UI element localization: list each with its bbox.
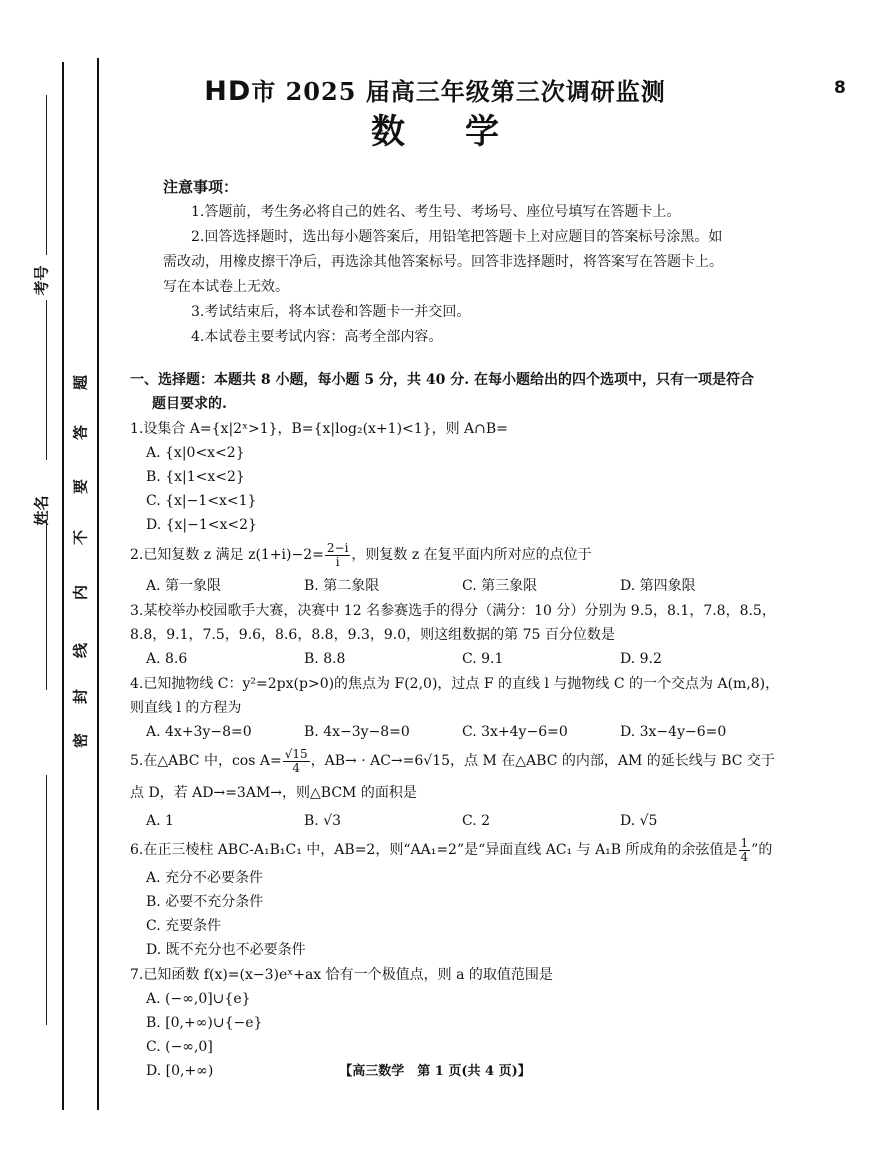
options [130, 809, 780, 833]
option-d: D. √5 [620, 813, 658, 829]
section-heading [130, 368, 780, 416]
question-stem [130, 538, 780, 572]
question-stem [130, 834, 780, 866]
margin-outer-line [62, 62, 64, 1110]
question-5 [130, 745, 780, 809]
question-stem: 1.设集合 A={x|2ˣ>1}，B={x|log₂(x+1)<1}，则 A∩B= [130, 421, 508, 437]
question-2 [130, 538, 780, 572]
options [130, 574, 780, 598]
option-b: B. 4x−3y−8=0 [304, 724, 410, 740]
option-b: B. 第二象限 [304, 578, 380, 594]
seal-char: 内 [71, 585, 90, 601]
option-d: D. {x|−1<x<2} [146, 517, 257, 533]
notes-item: 3.考试结束后，将本试卷和答题卡一并交回。 [191, 304, 471, 320]
fraction-denominator: 4 [740, 849, 749, 864]
options [130, 647, 780, 671]
option-c: C. 2 [462, 813, 491, 829]
seal-char: 密 [71, 733, 90, 749]
option-b: B. 8.8 [304, 651, 346, 667]
fraction-denominator: 4 [292, 760, 300, 775]
stem-part: 6.在正三棱柱 ABC-A₁B₁C₁ 中，AB=2，则“AA₁=2”是“异面直线 AC₁ 与 A₁B 所成角的余弦值是 [130, 842, 738, 858]
question-stem: 3.某校举办校园歌手大赛，决赛中 12 名参赛选手的得分（满分：10 分）分别为 9.5，8.1，7.8，8.5，8.8，9.1，7.5，9.6，8.6，8.8，9.3，9.0，则这组数据的第 75 百分位数是 [130, 603, 776, 643]
exam-title [0, 72, 870, 107]
option-d: D. 第四象限 [620, 578, 696, 594]
margin-inner-line [97, 58, 99, 1110]
seal-char: 要 [71, 479, 90, 495]
stem-part: 5.在△ABC 中，cos A= [130, 753, 282, 769]
fraction [283, 748, 310, 775]
question-3 [130, 599, 780, 671]
option-b: B. √3 [304, 813, 342, 829]
option-a: A. 第一象限 [146, 578, 222, 594]
fraction-numerator: √15 [284, 746, 308, 761]
stem-part: ”的 [751, 842, 773, 858]
option-b: B. [0,+∞)∪{−e} [146, 1015, 263, 1031]
option-d: D. [0,+∞) [146, 1063, 214, 1079]
option-d: D. 9.2 [620, 651, 662, 667]
option-d: D. 3x−4y−6=0 [620, 724, 727, 740]
option-c: C. (−∞,0] [146, 1039, 213, 1055]
blank-line [46, 520, 47, 690]
title-prefix: HD [204, 76, 252, 107]
fraction-denominator: i [335, 554, 340, 569]
question-4 [130, 672, 780, 744]
questions-area [130, 368, 780, 1083]
notes-item: 2.回答选择题时，选出每小题答案后，用铅笔把答题卡上对应题目的答案标号涂黑。如需改动，用橡皮擦干净后，再选涂其他答案标号。回答非选择题时，将答案写在答题卡上。写在本试卷上无效。 [163, 229, 723, 295]
seal-char: 不 [71, 530, 90, 546]
options [130, 441, 780, 537]
stem-part: ，AB→ · AC→=6√15，点 M 在△ABC 的内部，AM 的延长线与 BC 交于点 D，若 AD→=3AM→，则△BCM 的面积是 [130, 753, 775, 801]
seal-char: 答 [71, 425, 90, 441]
option-a: A. (−∞,0]∪{e} [146, 991, 251, 1007]
notes-item: 1.答题前，考生务必将自己的姓名、考生号、考场号、座位号填写在答题卡上。 [191, 204, 681, 220]
blank-line [46, 775, 47, 1025]
question-stem [130, 745, 780, 809]
section-heading-text: 一、选择题：本题共 8 小题，每小题 5 分，共 40 分. 在每小题给出的四个选项中，只有一项是符合 [130, 372, 754, 388]
question-1 [130, 417, 780, 537]
option-a: A. 充分不必要条件 [146, 870, 264, 886]
exam-number-label: 考号 [32, 265, 51, 296]
notes-heading: 注意事项： [163, 178, 239, 196]
stem-part: 2.已知复数 z 满足 z(1+i)−2= [130, 547, 324, 563]
seal-char: 封 [71, 689, 90, 705]
option-b: B. 必要不充分条件 [146, 894, 264, 910]
options [130, 866, 780, 962]
options [130, 720, 780, 744]
option-a: A. 8.6 [146, 651, 188, 667]
option-c: C. 充要条件 [146, 918, 222, 934]
notes-block [163, 175, 733, 350]
blank-line [46, 300, 47, 460]
option-a: A. 1 [146, 813, 174, 829]
fraction-numerator: 2−i [326, 540, 349, 555]
option-c: C. 第三象限 [462, 578, 538, 594]
name-label: 姓名 [32, 495, 51, 526]
fraction-numerator: 1 [740, 835, 749, 850]
page-code: 8 [834, 78, 846, 98]
option-c: C. 3x+4y−6=0 [462, 724, 568, 740]
option-c: C. {x|−1<x<1} [146, 493, 257, 509]
seal-char: 题 [71, 375, 90, 391]
fraction [325, 542, 351, 569]
question-6 [130, 834, 780, 866]
fraction [739, 837, 751, 864]
notes-item: 4.本试卷主要考试内容：高考全部内容。 [191, 329, 443, 345]
stem-part: ，则复数 z 在复平面内所对应的点位于 [351, 547, 592, 563]
subject-title: 数学 [371, 112, 559, 152]
option-a: A. {x|0<x<2} [146, 445, 245, 461]
page-footer: 【高三数学 第 1 页(共 4 页)】 [339, 1064, 531, 1079]
option-c: C. 9.1 [462, 651, 504, 667]
question-stem: 4.已知抛物线 C：y²=2px(p>0)的焦点为 F(2,0)，过点 F 的直线 l 与抛物线 C 的一个交点为 A(m,8)，则直线 l 的方程为 [130, 676, 780, 716]
option-a: A. 4x+3y−8=0 [146, 724, 252, 740]
option-b: B. {x|1<x<2} [146, 469, 245, 485]
title-text: 市 2025 届高三年级第三次调研监测 [251, 77, 666, 106]
option-d: D. 既不充分也不必要条件 [146, 942, 306, 958]
seal-char: 线 [71, 643, 90, 659]
section-heading-cont: 题目要求的. [152, 396, 227, 412]
question-stem: 7.已知函数 f(x)=(x−3)eˣ+ax 恰有一个极值点，则 a 的取值范围是 [130, 967, 553, 983]
